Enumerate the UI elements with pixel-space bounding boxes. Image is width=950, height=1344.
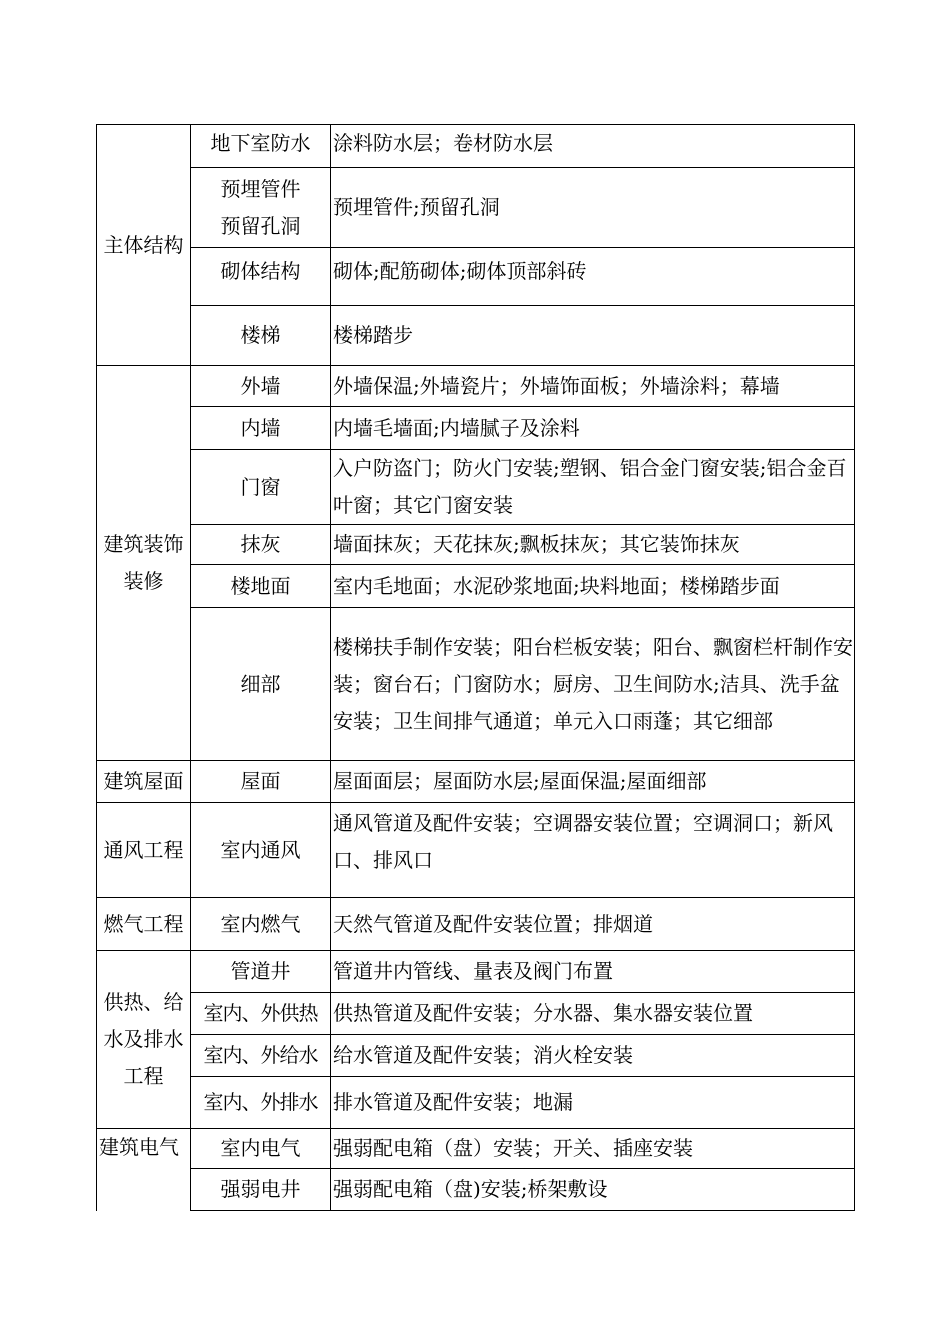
subitem-cell: [191, 168, 331, 248]
subitem-cell: 强弱电井: [191, 1169, 331, 1211]
table-row: [97, 1077, 855, 1129]
detail-cell: 供热管道及配件安装；分水器、集水器安装位置: [331, 993, 855, 1035]
detail-cell: 天然气管道及配件安装位置；排烟道: [331, 898, 855, 951]
table-row: [97, 608, 855, 761]
category-cell: 建筑装饰装修: [97, 366, 191, 761]
table-row: [97, 1035, 855, 1077]
subitem-line: 预留孔洞: [220, 213, 301, 238]
subitem-cell: 抹灰: [191, 525, 331, 565]
subitem-cell: 门窗: [191, 450, 331, 525]
subitem-cell: 室内、外给水: [191, 1035, 331, 1077]
subitem-line: 预埋管件: [220, 176, 301, 201]
subitem-cell: 楼地面: [191, 565, 331, 608]
detail-cell: 室内毛地面；水泥砂浆地面;块料地面；楼梯踏步面: [331, 565, 855, 608]
detail-cell: 楼梯踏步: [331, 306, 855, 366]
subitem-cell: 室内电气: [191, 1129, 331, 1169]
table-row: [97, 306, 855, 366]
category-cell: 建筑屋面: [97, 761, 191, 803]
table-row: [97, 366, 855, 407]
category-cell: 建筑电气: [97, 1129, 191, 1211]
subitem-cell: 管道井: [191, 951, 331, 993]
subitem-cell: 楼梯: [191, 306, 331, 366]
detail-cell: 砌体;配筋砌体;砌体顶部斜砖: [331, 248, 855, 306]
detail-cell: 入户防盗门；防火门安装;塑钢、铝合金门窗安装;铝合金百叶窗；其它门窗安装: [331, 450, 855, 525]
detail-cell: 楼梯扶手制作安装；阳台栏板安装；阳台、飘窗栏杆制作安装；窗台石；门窗防水；厨房、卫生间防水;洁具、洗手盆安装；卫生间排气通道；单元入口雨蓬；其它细部: [331, 608, 855, 761]
category-cell: 燃气工程: [97, 898, 191, 951]
table-row: [97, 898, 855, 951]
subitem-cell: 地下室防水: [191, 125, 331, 168]
subitem-cell: 外墙: [191, 366, 331, 407]
table-row: [97, 168, 855, 248]
category-cell: 主体结构: [97, 125, 191, 366]
subitem-cell: 室内燃气: [191, 898, 331, 951]
detail-cell: 外墙保温;外墙瓷片；外墙饰面板；外墙涂料；幕墙: [331, 366, 855, 407]
subitem-cell: 室内、外供热: [191, 993, 331, 1035]
category-cell: 通风工程: [97, 803, 191, 898]
detail-cell: 内墙毛墙面;内墙腻子及涂料: [331, 407, 855, 450]
detail-cell: 给水管道及配件安装；消火栓安装: [331, 1035, 855, 1077]
table-row: [97, 993, 855, 1035]
table-row: [97, 525, 855, 565]
subitem-cell: 砌体结构: [191, 248, 331, 306]
table-row: [97, 1169, 855, 1211]
detail-cell: 强弱配电箱（盘)安装;桥架敷设: [331, 1169, 855, 1211]
subitem-cell: 屋面: [191, 761, 331, 803]
subitem-cell: 细部: [191, 608, 331, 761]
table-row: [97, 1129, 855, 1169]
table-row: [97, 761, 855, 803]
table-row: [97, 248, 855, 306]
detail-cell: 通风管道及配件安装；空调器安装位置；空调洞口；新风口、排风口: [331, 803, 855, 898]
detail-cell: 屋面面层；屋面防水层;屋面保温;屋面细部: [331, 761, 855, 803]
acceptance-table: [96, 124, 855, 1211]
detail-cell: 墙面抹灰；天花抹灰;飘板抹灰；其它装饰抹灰: [331, 525, 855, 565]
detail-cell: 排水管道及配件安装；地漏: [331, 1077, 855, 1129]
table-row: [97, 565, 855, 608]
table-row: [97, 951, 855, 993]
detail-cell: 管道井内管线、量表及阀门布置: [331, 951, 855, 993]
category-cell: 供热、给水及排水工程: [97, 951, 191, 1129]
detail-cell: 涂料防水层；卷材防水层: [331, 125, 855, 168]
subitem-cell: 室内通风: [191, 803, 331, 898]
detail-cell: 预埋管件;预留孔洞: [331, 168, 855, 248]
detail-cell: 强弱配电箱（盘）安装；开关、插座安装: [331, 1129, 855, 1169]
subitem-cell: 内墙: [191, 407, 331, 450]
table-row: [97, 450, 855, 525]
table-row: [97, 803, 855, 898]
table-row: [97, 125, 855, 168]
table-row: [97, 407, 855, 450]
subitem-cell: 室内、外排水: [191, 1077, 331, 1129]
